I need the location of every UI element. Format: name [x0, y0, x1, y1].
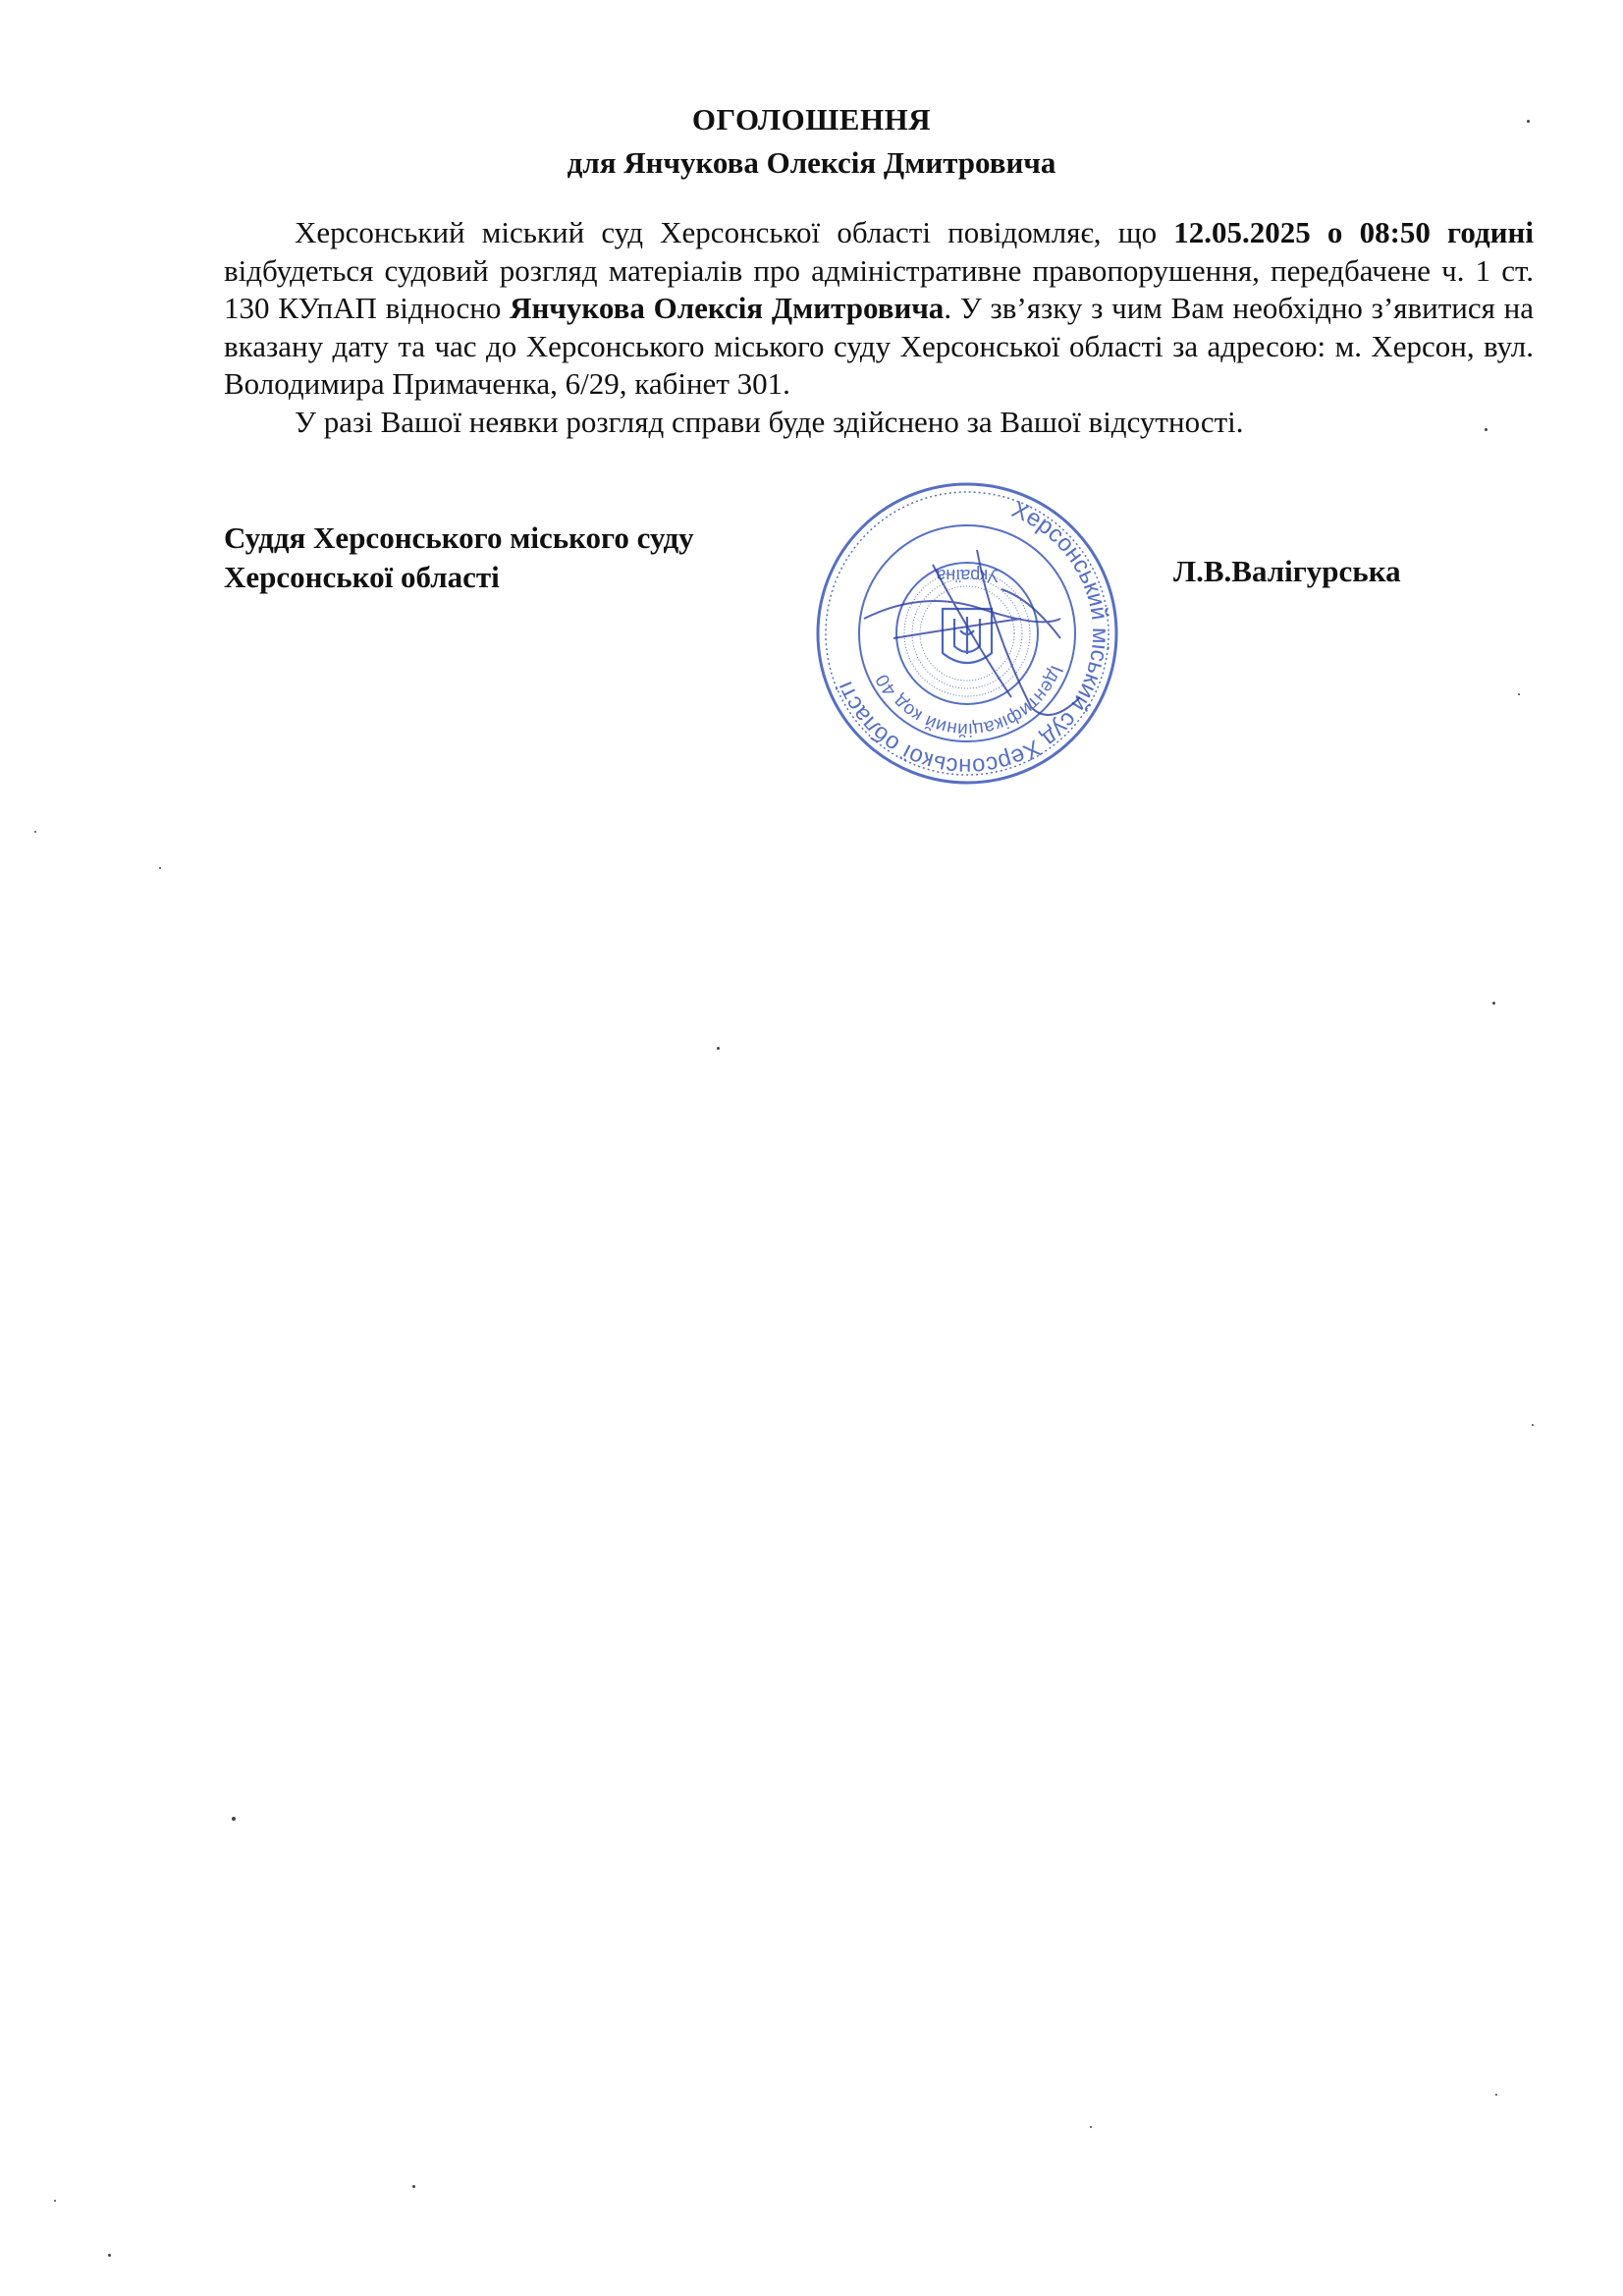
notice-end: . У зв’язку з чим Вам необхідно з’явитися на вказану дату та час до Херсонського міського суду Херсонської області за адресою: м. Херсон, вул. Володимира Примаченка, 6/29, кабінет 301. — [224, 291, 1534, 402]
signature-position — [224, 519, 694, 597]
notice-intro: Херсонський міський суд Херсонської області повідомляє, що — [295, 215, 1174, 249]
scan-speck — [1485, 428, 1488, 431]
scan-speck — [1492, 1002, 1495, 1005]
scan-speck — [1090, 2126, 1092, 2128]
scan-speck — [717, 1047, 720, 1050]
stamp-country-text: Україна — [936, 566, 999, 585]
signature-position-line2: Херсонської області — [224, 560, 500, 594]
official-seal-stamp — [805, 471, 1129, 795]
scan-speck — [1518, 693, 1520, 695]
paragraph-absence: У разі Вашої неявки розгляд справи буде здійснено за Вашої відсутності. — [295, 404, 1244, 439]
document-body — [224, 214, 1534, 442]
hearing-date-time: 12.05.2025 о 08:50 годині — [1173, 215, 1534, 249]
scan-speck — [1532, 1424, 1534, 1426]
document-subtitle: для Янчукова Олексія Дмитровича — [567, 145, 1056, 180]
scan-speck — [412, 2185, 415, 2188]
notice-middle: відбудеться судовий розгляд матеріалів про адміністративне правопорушення, передбачене ч. 1 ст. 130 КУпАП відносно — [224, 252, 1534, 326]
stamp-outer-text: Херсонський міський суд Херсонської області — [831, 496, 1114, 781]
scan-speck — [1495, 2094, 1497, 2096]
document-title: ОГОЛОШЕННЯ — [691, 102, 932, 137]
scan-speck — [54, 2200, 56, 2202]
signature-position-line1: Суддя Херсонського міського суду — [224, 520, 694, 555]
person-name: Янчукова Олексія Дмитровича — [510, 291, 945, 326]
scan-speck — [1527, 120, 1530, 123]
scan-speck — [232, 1817, 236, 1821]
scan-speck — [159, 867, 161, 869]
scan-speck — [108, 2254, 111, 2257]
scan-speck — [34, 831, 36, 833]
signature-name: Л.В.Валігурська — [1173, 554, 1401, 588]
paragraph-notice — [224, 214, 1534, 404]
stamp-inner-text: Ідентифікаційний код 40 — [872, 662, 1067, 740]
